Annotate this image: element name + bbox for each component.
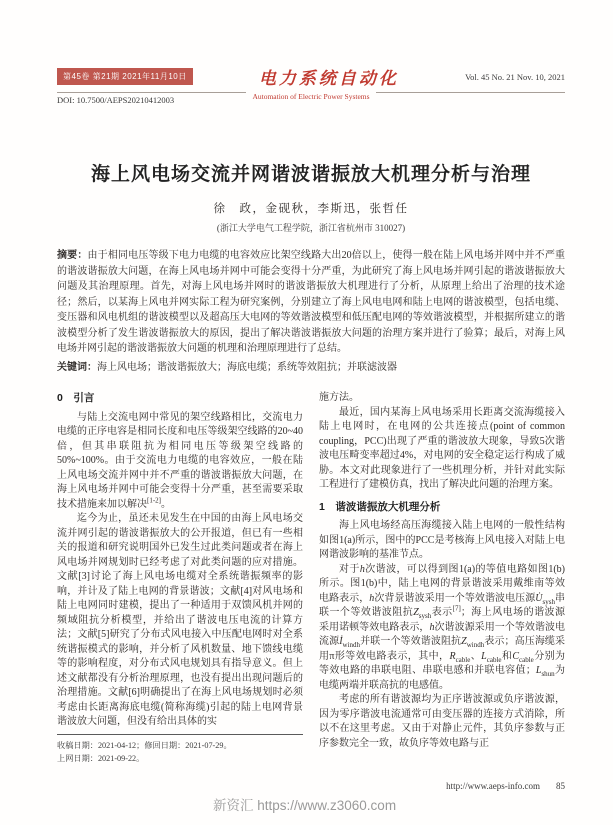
journal-logo: 电力系统自动化 bbox=[258, 69, 399, 88]
received-date-note: 收稿日期：2021-04-12；修回日期：2021-07-29。 bbox=[57, 741, 232, 750]
right-continuation-line: 施方法。 bbox=[319, 392, 359, 403]
page-content bbox=[57, 64, 565, 765]
keywords-paragraph bbox=[57, 360, 565, 376]
footnote-block bbox=[57, 730, 303, 765]
left-column bbox=[57, 391, 303, 765]
watermark-text: 新资汇 https://www.z3060.com bbox=[213, 798, 397, 813]
abstract-section bbox=[57, 248, 565, 375]
abstract-paragraph bbox=[57, 248, 565, 357]
keywords-text: 海上风电场；谐波谐振放大；海底电缆；系统等效阻抗；并联滤波器 bbox=[97, 361, 397, 373]
journal-header bbox=[57, 64, 565, 109]
keywords-label: 关键词： bbox=[57, 361, 97, 373]
right-paragraph-2: 海上风电场经高压海缆接入陆上电网的一般性结构如图1(a)所示，图中的PCC是考核海上风电接入对陆上电网谐波影响的基准节点。 bbox=[319, 520, 565, 560]
abstract-label: 摘要： bbox=[57, 250, 88, 261]
section-0-heading: 0 引言 bbox=[57, 392, 95, 404]
paper-title: 海上风电场交流并网谐波谐振放大机理分析与治理 bbox=[90, 164, 531, 185]
journal-subtitle-en: Automation of Electric Power Systems bbox=[246, 92, 375, 101]
two-column-body bbox=[57, 391, 565, 765]
doi-text: DOI: 10.7500/AEPS20210412003 bbox=[57, 95, 175, 105]
journal-website-url: http://www.aeps-info.com bbox=[446, 781, 540, 791]
authors-line: 徐 政，金砚秋，李斯迅，张哲任 bbox=[213, 203, 409, 215]
left-paragraph-1: 与陆上交流电网中常见的架空线路相比，交流电力电缆的正序电容是相同长度和电压等级架空线路的20~40倍，但其串联阻抗为相同电压等级架空线路的50%~100%。由于交流电力电缆的电容效应，一般在陆上风电场交流并网中并不严重的谐波谐振放大问题，在海上风电场并网中可能会变得十分严重，甚至需要采取技术措施来加以解决[1-2]。 bbox=[57, 411, 303, 510]
right-paragraph-1: 最近，国内某海上风电场采用长距离交流海缆接入陆上电网时，在电网的公共连接点(point of common coupling，PCC)出现了严重的谐波放大现象，导致5次谐波电压畸变率超过4%，对电网的安全稳定运行构成了威胁。本文对此现象进行了一些机理分析，并针对此实际工程进行了建模仿真，找出了解决此问题的治理方案。 bbox=[319, 406, 565, 490]
volume-info: Vol. 45 No. 21 Nov. 10, 2021 bbox=[465, 71, 565, 82]
header-top-row bbox=[57, 64, 565, 89]
issue-info-badge: 第45卷 第21期 2021年11月10日 bbox=[57, 68, 193, 85]
footnote-divider bbox=[57, 734, 303, 735]
left-paragraph-2: 迄今为止，虽还未见发生在中国的由海上风电场交流并网引起的谐波谐振放大的公开报道，但已有一些相关的报道和研究说明国外已发生过此类问题或者在海上风电场并网规划时已经考虑了对此类问题的应对措施。文献[3]讨论了海上风电场电缆对全系统谐振频率的影响，并计及了陆上电网的背景谐波；文献[4]对风电场和陆上电网同时建模，提出了一种适用于双馈风机并网的频域阻抗分析模型，并给出了谐波电压电流的计算方法；文献[5]研究了分布式风电接入中压配电网时对全系统谐振模式的影响，并分析了风机数量、地下馈线电缆等的影响程度，对分布式风电规划具有指导意义。但上述文献都没有分析治理原理，也没有提出出现问题后的治理措施。文献[6]明确提出了在海上风电场规划时必须考虑由长距离海底电缆(简称海缆)引起的陆上电网背景谐波放大问题，但没有给出具体的实 bbox=[57, 513, 303, 727]
right-paragraph-4: 考虑的所有谐波源均为正序谐波源或负序谐波源，因为零序谐波电流通常可由变压器的连接方式消除，所以不在这里考虑。又由于对静止元件，其负序参数与正序参数完全一致，故负序等效电路与正 bbox=[319, 694, 565, 749]
page-footer bbox=[446, 781, 565, 791]
header-bottom-row bbox=[57, 92, 565, 109]
online-date-note: 上网日期：2021-09-22。 bbox=[57, 754, 145, 763]
abstract-text: 由于相同电压等级下电力电缆的电容效应比架空线路大出20倍以上，使得一般在陆上风电场并网中并不严重的谐波谐振放大问题，在海上风电场并网中可能会变得十分严重，为此研究了海上风电场并网引起的谐波谐振放大问题及其治理原理。首先，对海上风电场并网时的谐波谐振放大机理进行了分析，从原理上给出了治理的技术途径；然后，以某海上风电并网实际工程为研究案例，分别建立了海上风电电网和陆上电网的谐波模型，包括电缆、变压器和风电机组的谐波模型以及超高压大电网的等效谐波模型和低压配电网的等效谐波模型，并根据所建立的谐波模型分析了发生谐波谐振放大的原因，提出了解决谐波谐振放大问题的治理方案并进行了验算；最后，对海上风电场并网引起的谐波谐振放大问题的机理和治理原理进行了总结。 bbox=[57, 250, 566, 354]
right-paragraph-3: 对于h次谐波，可以得到图1(a)的等值电路如图1(b)所示。图1(b)中，陆上电网的背景谐波采用戴维南等效电路表示，h次背景谐波采用一个等效谐波电压源$U̇_{sysh}$串联一个等效谐波阻抗$Z_{sysh}$表示[7]；海上风电场的谐波源采用诺顿等效电路表示，h次谐波源采用一个等效谐波电流源$İ_{windh}$并联一个等效谐波阻抗$Z_{windh}$表示；高压海缆采用π形等效电路表示，其中，$R_{cable}$、$L_{cable}$和$C_{cable}$分别为等效电路的串联电阻、串联电感和并联电容值；$L_{shun}$为电缆两端并联高抗的电感值。 bbox=[319, 563, 565, 691]
section-1-heading: 1 谐波谐振放大机理分析 bbox=[319, 500, 441, 513]
affiliation-line: (浙江大学电气工程学院，浙江省杭州市 310027) bbox=[216, 223, 406, 233]
page-number: 85 bbox=[556, 781, 565, 791]
right-column bbox=[319, 391, 565, 765]
